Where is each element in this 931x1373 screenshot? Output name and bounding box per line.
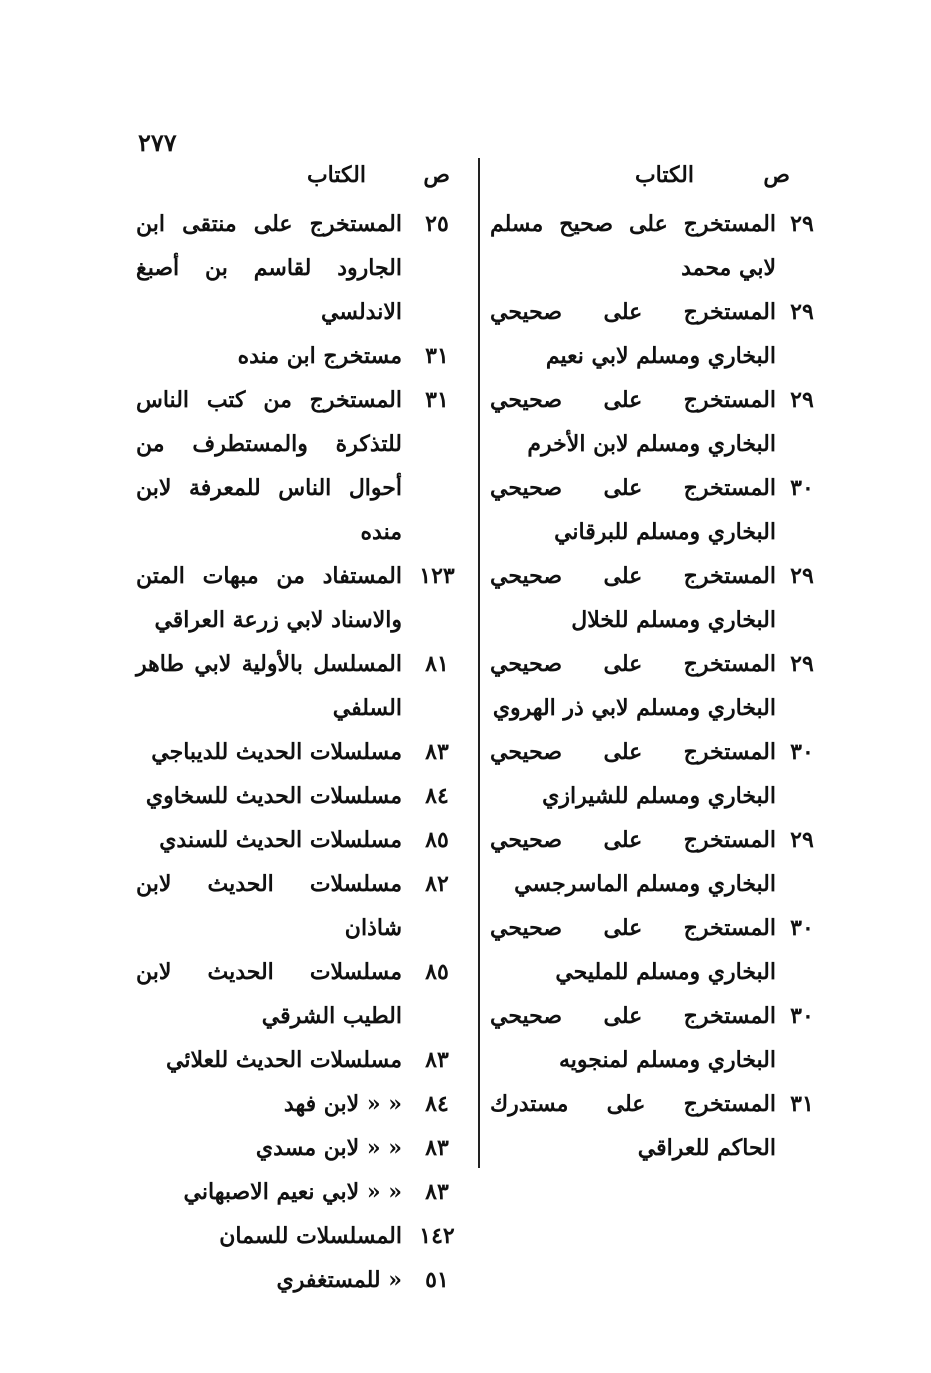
entry-title: مسلسلات الحديث للسخاوي <box>145 783 402 809</box>
index-entry <box>490 202 820 290</box>
entry-page-number: ٢٩ <box>790 563 814 589</box>
entry-title: المستخرج على صحيحي البخاري ومسلم للمليحي <box>490 915 776 985</box>
right-entries <box>490 202 820 1170</box>
index-entry <box>136 1214 466 1258</box>
entry-page-number: ٣٠ <box>790 475 814 501</box>
entry-page-number: ٨٣ <box>425 1047 449 1073</box>
entry-title: المستخرج على صحيحي البخاري ومسلم لابي ذر الهروي <box>490 651 776 721</box>
entry-page-number: ١٤٢ <box>419 1223 455 1249</box>
index-entry <box>490 818 820 906</box>
entry-page-number: ٨٢ <box>425 871 449 897</box>
index-entry <box>136 378 466 554</box>
page-col-header: ص <box>763 162 790 188</box>
index-entry <box>490 290 820 378</box>
entry-title: مستخرج ابن منده <box>237 343 402 369</box>
index-entry <box>136 1258 466 1302</box>
entry-page-number: ٨٤ <box>425 783 449 809</box>
right-column <box>490 160 820 1170</box>
index-entry <box>490 554 820 642</box>
entry-page-number: ٨٣ <box>425 1135 449 1161</box>
entry-title: « « لابن فهد <box>283 1091 402 1117</box>
index-entry <box>136 642 466 730</box>
index-entry <box>136 334 466 378</box>
column-divider <box>478 158 480 1168</box>
entry-page-number: ٢٩ <box>790 651 814 677</box>
entry-page-number: ٣٠ <box>790 1003 814 1029</box>
index-entry <box>136 554 466 642</box>
entry-page-number: ٨٤ <box>425 1091 449 1117</box>
entry-title: مسلسلات الحديث لابن شاذان <box>136 871 402 941</box>
index-entry <box>136 730 466 774</box>
entry-page-number: ٢٩ <box>790 387 814 413</box>
index-entry <box>136 202 466 334</box>
entry-title: المستفاد من مبهات المتن والاسناد لابي زرعة العراقي <box>136 563 402 633</box>
entry-title: المسلسلات للسمان <box>219 1223 402 1249</box>
entry-title: « للمستغفري <box>276 1267 402 1293</box>
entry-title: « « لابن مسدي <box>255 1135 402 1161</box>
index-entry <box>136 1038 466 1082</box>
book-col-header: الكتاب <box>306 162 366 188</box>
index-entry <box>490 466 820 554</box>
entry-title: مسلسلات الحديث للديباجي <box>151 739 402 765</box>
entry-page-number: ٢٥ <box>425 211 449 237</box>
entry-page-number: ٨٥ <box>425 959 449 985</box>
entry-title: المستخرج على صحيح مسلم لابي محمد <box>490 211 776 281</box>
entry-page-number: ٣١ <box>425 343 449 369</box>
entry-title: المستخرج على صحيحي البخاري ومسلم الماسرجسي <box>490 827 776 897</box>
index-entry <box>136 1082 466 1126</box>
page-col-header: ص <box>423 162 450 188</box>
entry-title: مسلسلات الحديث للعلائي <box>166 1047 402 1073</box>
entry-title: المستخرج على صحيحي البخاري ومسلم لابي نعيم <box>490 299 776 369</box>
entry-title: المستخرج على صحيحي البخاري ومسلم لمنجويه <box>490 1003 776 1073</box>
entry-page-number: ٢٩ <box>790 299 814 325</box>
index-entry <box>490 642 820 730</box>
index-entry <box>136 1126 466 1170</box>
entry-title: المستخرج على منتقى ابن الجارود لقاسم بن أصبغ الاندلسي <box>136 211 402 325</box>
entry-title: المستخرج على صحيحي البخاري ومسلم للبرقاني <box>490 475 776 545</box>
entry-page-number: ٨٣ <box>425 739 449 765</box>
index-entry <box>136 1170 466 1214</box>
entry-title: المستخرج على صحيحي البخاري ومسلم لابن الأخرم <box>490 387 776 457</box>
entry-page-number: ٢٩ <box>790 827 814 853</box>
left-entries <box>136 202 466 1302</box>
entry-page-number: ١٢٣ <box>419 563 455 589</box>
index-entry <box>490 1082 820 1170</box>
index-entry <box>490 906 820 994</box>
entry-title: المسلسل بالأولية لابي طاهر السلفي <box>136 651 402 721</box>
index-entry <box>136 862 466 950</box>
entry-page-number: ٨١ <box>425 651 449 677</box>
entry-page-number: ٣٠ <box>790 915 814 941</box>
entry-title: « « لابي نعيم الاصبهاني <box>183 1179 402 1205</box>
index-entry <box>490 378 820 466</box>
entry-title: مسلسلات الحديث لابن الطيب الشرقي <box>136 959 402 1029</box>
page-number: ٢٧٧ <box>138 128 177 157</box>
left-column-header <box>136 160 466 202</box>
entry-page-number: ٣٠ <box>790 739 814 765</box>
index-entry <box>136 950 466 1038</box>
index-entry <box>136 774 466 818</box>
entry-title: المستخرج من كتب الناس للتذكرة والمستطرف من أحوال الناس للمعرفة لابن منده <box>136 387 402 545</box>
left-column <box>136 160 466 1302</box>
entry-page-number: ٣١ <box>790 1091 814 1117</box>
entry-title: مسلسلات الحديث للسندي <box>159 827 402 853</box>
entry-page-number: ٥١ <box>425 1267 449 1293</box>
index-entry <box>490 730 820 818</box>
entry-page-number: ٨٣ <box>425 1179 449 1205</box>
entry-title: المستخرج على صحيحي البخاري ومسلم للخلال <box>490 563 776 633</box>
entry-title: المستخرج على مستدرك الحاكم للعراقي <box>490 1091 776 1161</box>
book-col-header: الكتاب <box>634 162 694 188</box>
index-entry <box>136 818 466 862</box>
entry-title: المستخرج على صحيحي البخاري ومسلم للشيرازي <box>490 739 776 809</box>
right-column-header <box>490 160 820 202</box>
index-entry <box>490 994 820 1082</box>
entry-page-number: ٣١ <box>425 387 449 413</box>
entry-page-number: ٢٩ <box>790 211 814 237</box>
entry-page-number: ٨٥ <box>425 827 449 853</box>
